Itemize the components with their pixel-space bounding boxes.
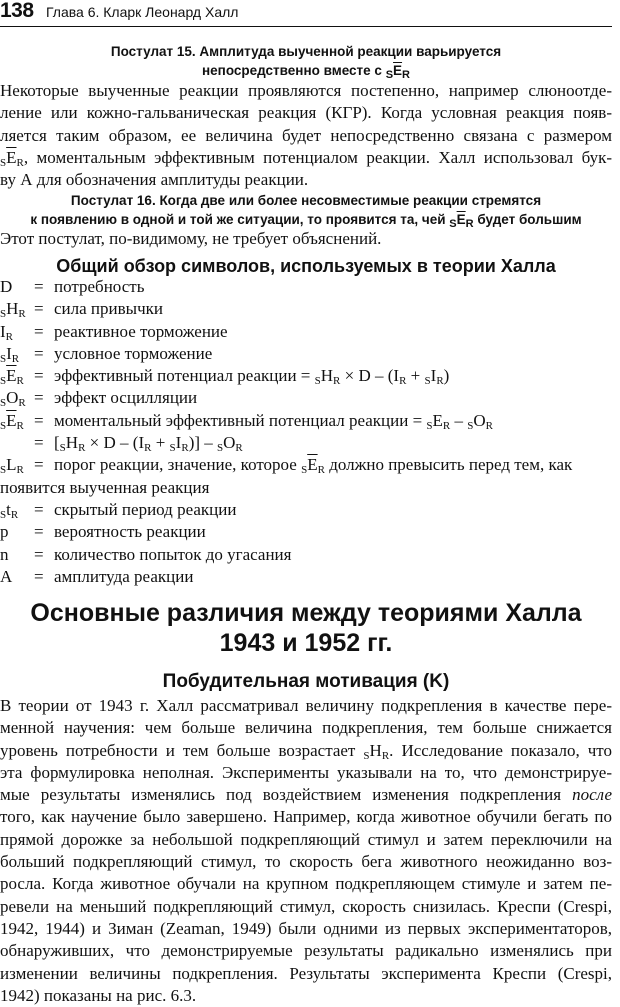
symbol-description: реактивное торможение (54, 321, 228, 341)
page-header (0, 0, 612, 27)
paragraph-line: ляется таким образом, ее величина будет непосредственно связана с размером (0, 125, 612, 145)
symbol-row: $SI_R$ = условное торможение (0, 343, 612, 365)
postulate-15-heading-line1: Постулат 15. Амплитуда выученной реакции варьируется (110, 44, 502, 59)
symbol: $I_R$ (0, 321, 14, 343)
paragraph-line: $S\overline{E}_R$, моментальным эффективным потенциалом реакции. Халл использовал бук- (0, 147, 612, 169)
symbol-row: n = количество попыток до угасания (0, 544, 612, 566)
paragraph-line: В теории от 1943 г. Халл рассматривал величину подкрепления в качестве пере- (0, 696, 612, 715)
differences-section-title (0, 598, 612, 658)
symbol-description: условное торможение (54, 343, 213, 363)
differences-title-line1: Основные различия между теориями Халла (30, 599, 582, 627)
paragraph-line: 1942, 1944) и Зиман (Zeaman, 1949) были одними из первых экспериментаторов, (0, 918, 612, 938)
paragraph-line: больший подкрепляющий стимул, то скорость бега животного неожиданно воз- (0, 852, 612, 872)
postulate-15-paragraph (0, 80, 612, 191)
symbol-row: A = амплитуда реакции (0, 566, 612, 588)
differences-title-line2: 1943 и 1952 гг. (219, 629, 393, 657)
symbol-row: $SL_R$ = порог реакции, значение, которое $S\overline{E}_R$ должно превысить перед тем, как (0, 454, 612, 476)
symbol-row: $S\overline{E}_R$ = эффективный потенциал реакции = $SH_R \times D - (I_R + SI_R)$ (0, 365, 612, 387)
symbol-description: скрытый период реакции (54, 499, 237, 519)
paragraph-line: изменении величины подкрепления. Результаты эксперимента Креспи (Crespi, (0, 963, 612, 983)
symbol-row: D = потребность (0, 276, 612, 298)
postulate-16-heading-line1: Постулат 16. Когда две или более несовместимые реакции стремятся (70, 193, 542, 208)
postulate-15-heading-line2: непосредственно вместе с $_S\overline{E}_R$ (202, 63, 410, 81)
postulate-16-heading-line2: к появлению в одной и той же ситуации, то проявится та, чей $_S\overline{E}_R$ будет большим (30, 212, 582, 230)
paragraph-line: Этот постулат, по-видимому, не требует объяснений. (0, 229, 382, 248)
symbol: $S\overline{E}_R$ (0, 366, 24, 388)
paragraph-line: прямой дорожке за небольшой подкрепляющий стимул и затем переключили на (0, 829, 612, 849)
symbol-description: моментальный эффективный потенциал реакции = $SE_R - SO_R$ (54, 410, 494, 432)
paragraph-line: того, как научение было завершено. Например, когда животное обучили бегать по (0, 807, 612, 827)
symbol-row: $I_R$ = реактивное торможение (0, 321, 612, 343)
differences-paragraph (0, 695, 612, 1007)
symbol-row: $St_R$ = скрытый период реакции (0, 499, 612, 521)
symbols-section-title: Общий обзор символов, используемых в теории Халла (56, 256, 556, 276)
symbol-description: вероятность реакции (54, 522, 206, 542)
symbol: n (0, 544, 9, 564)
symbol: $SL_R$ (0, 455, 24, 477)
symbol-description: эффективный потенциал реакции = $SH_R \times D - (I_R + SI_R)$ (54, 366, 450, 388)
symbol: $SO_R$ (0, 388, 26, 410)
paragraph-line: росла. Когда животное обучали на крупном подкрепляющем стимуле и затем пе- (0, 874, 612, 894)
paragraph-line: 1942) показаны на рис. 6.3. (0, 985, 197, 1005)
symbol: $St_R$ (0, 499, 19, 521)
symbol-description: потребность (54, 277, 145, 296)
paragraph-line: мые результаты изменялись под воздействием изменения подкрепления после (0, 785, 612, 805)
symbol-row: $S\overline{E}_R$ = моментальный эффективный потенциал реакции = $SE_R - SO_R$ (0, 410, 612, 432)
symbol-description: количество попыток до угасания (54, 544, 292, 564)
symbol: $SI_R$ (0, 343, 20, 365)
paragraph-line: Некоторые выученные реакции проявляются постепенно, например слюноотде- (0, 81, 612, 100)
symbol-description: порог реакции, значение, которое $S\overline{E}_R$ должно превысить перед тем, как (54, 455, 573, 477)
symbol: D (0, 277, 13, 296)
running-title: Глава 6. Кларк Леонард Халл (46, 4, 239, 20)
symbols-list (0, 276, 612, 588)
paragraph-line: ление или кожно-гальваническая реакция (КГР). Когда условная реакция появ- (0, 103, 612, 123)
symbol-description-continuation: появится выученная реакция (0, 477, 210, 497)
paragraph-line: обнаруживших, что демонстрируемые результаты радикально изменялись при (0, 941, 612, 961)
paragraph-line: эта формулировка неполная. Эксперименты указывали на то, что демонстрируе- (0, 762, 612, 782)
page-number: 138 (0, 0, 34, 22)
symbol-row: $SO_R$ = эффект осцилляции (0, 387, 612, 409)
paragraph-line: менной научения: чем больше величина подкрепления, тем больше снижается (0, 718, 612, 738)
symbol-row: $SH_R$ = сила привычки (0, 298, 612, 320)
paragraph-line: уровень потребности и тем больше возрастает $SH_R$. Исследование показало, что (0, 740, 612, 762)
postulate-15-heading (0, 42, 612, 85)
paragraph-line: ву А для обозначения амплитуды реакции. (0, 170, 309, 190)
symbol-row: p = вероятность реакции (0, 521, 612, 543)
symbol: $S\overline{E}_R$ (0, 410, 24, 432)
symbol-formula-continuation: = $[SH_R \times D - (I_R + SI_R)] - SO_R$ (34, 433, 243, 455)
symbol-description: сила привычки (54, 299, 163, 319)
symbol: $SH_R$ (0, 299, 26, 321)
symbol: A (0, 566, 13, 586)
postulate-16-paragraph (0, 228, 612, 250)
symbol: p (0, 522, 9, 542)
symbol-description: эффект осцилляции (54, 388, 198, 408)
symbol-description: амплитуда реакции (54, 566, 194, 586)
differences-subtitle: Побудительная мотивация (K) (162, 671, 450, 692)
paragraph-line: ревели на меньший подкрепляющий стимул, скорость снизилась. Креспи (Crespi, (0, 896, 612, 916)
